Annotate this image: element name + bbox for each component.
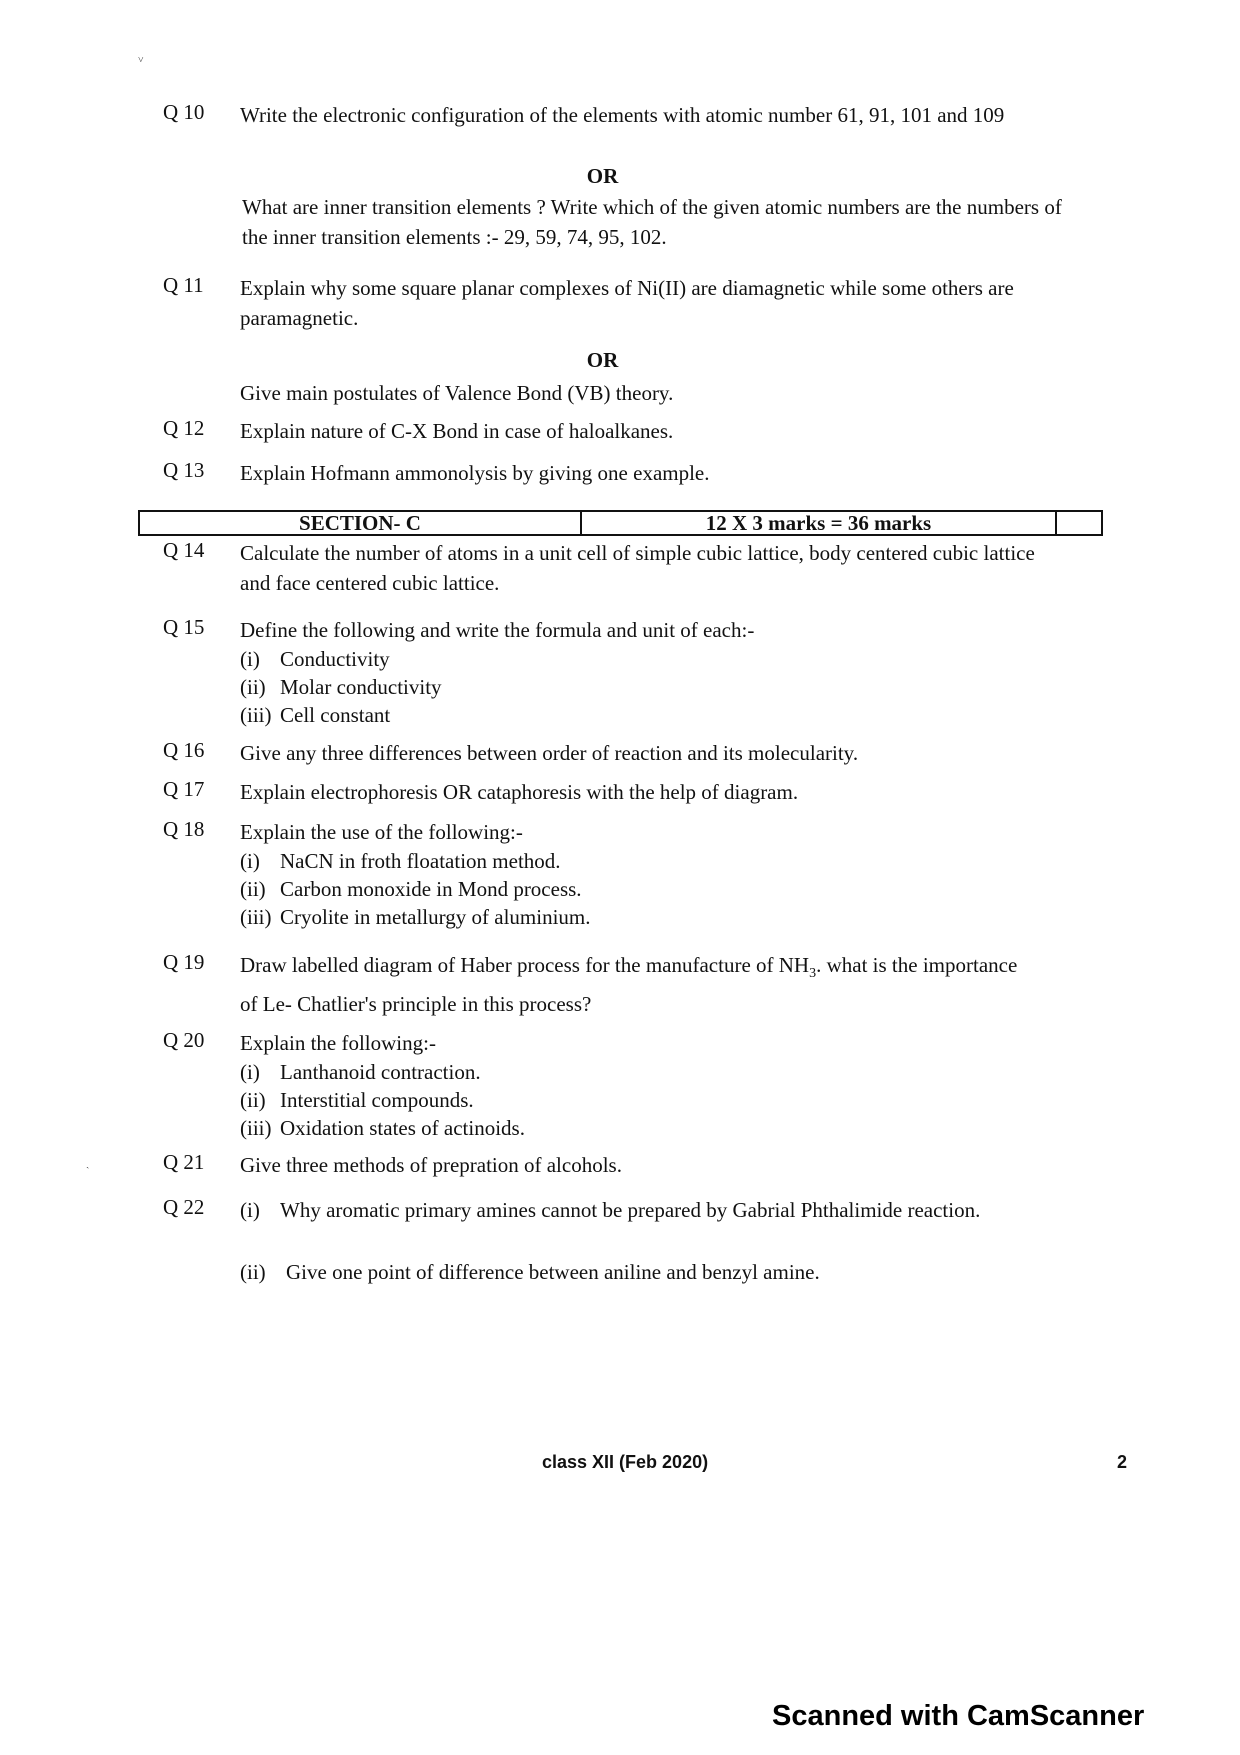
list-item <box>240 1058 1060 1086</box>
item-text: Oxidation states of actinoids. <box>280 1116 525 1140</box>
question-text: Write the electronic configuration of the elements with atomic number 61, 91, 101 and 109 <box>240 103 1005 127</box>
scanner-watermark: Scanned with CamScanner <box>772 1700 1145 1732</box>
question-text: Calculate the number of atoms in a unit cell of simple cubic lattice, body centered cubic lattice and face centered cubic lattice. <box>240 541 1035 595</box>
item-label: (i) <box>240 1060 260 1084</box>
question-part-1 <box>240 1195 1100 1225</box>
question-number: Q 15 <box>163 615 205 639</box>
question-number: Q 22 <box>163 1195 205 1219</box>
question-text: Explain Hofmann ammonolysis by giving one example. <box>240 461 710 485</box>
question-text: Give three methods of prepration of alcohols. <box>240 1153 622 1177</box>
item-text: Give one point of difference between aniline and benzyl amine. <box>286 1260 820 1284</box>
list-item <box>240 1114 1060 1142</box>
page-number: 2 <box>1117 1452 1128 1472</box>
question-text <box>240 950 1020 1019</box>
list-item <box>240 1086 1060 1114</box>
list-item <box>240 903 1060 931</box>
question-number: Q 10 <box>163 100 205 124</box>
list-item <box>240 645 1060 673</box>
item-label: (ii) <box>240 1260 266 1284</box>
scan-speck: ˅ <box>138 55 144 66</box>
footer-class-label: class XII (Feb 2020) <box>542 1452 709 1472</box>
question-number: Q 17 <box>163 777 205 801</box>
question-text <box>240 817 1060 931</box>
item-text: NaCN in froth floatation method. <box>280 849 561 873</box>
item-text: Conductivity <box>280 647 390 671</box>
question-stem: Explain the following:- <box>240 1031 436 1055</box>
question-number: Q 11 <box>163 273 204 297</box>
or-label: OR <box>586 164 619 188</box>
question-text: Give main postulates of Valence Bond (VB) theory. <box>240 381 674 405</box>
question-text: Explain nature of C-X Bond in case of haloalkanes. <box>240 419 674 443</box>
list-item <box>240 847 1060 875</box>
question-part-2 <box>240 1257 1100 1287</box>
question-text <box>240 615 1060 729</box>
item-label: (i) <box>240 647 260 671</box>
item-label: (iii) <box>240 905 272 929</box>
scan-speck: ˏ <box>86 1158 90 1169</box>
question-number: Q 19 <box>163 950 205 974</box>
question-number: Q 13 <box>163 458 205 482</box>
question-number: Q 18 <box>163 817 205 841</box>
item-label: (ii) <box>240 675 266 699</box>
question-text: Explain why some square planar complexes of Ni(II) are diamagnetic while some others are paramagnetic. <box>240 276 1014 330</box>
section-empty-cell <box>1057 512 1101 534</box>
section-header <box>138 510 1103 536</box>
item-text: Lanthanoid contraction. <box>280 1060 481 1084</box>
item-text: Cryolite in metallurgy of aluminium. <box>280 905 591 929</box>
item-label: (ii) <box>240 877 266 901</box>
question-number: Q 21 <box>163 1150 205 1174</box>
item-text: Why aromatic primary amines cannot be prepared by Gabrial Phthalimide reaction. <box>280 1198 981 1222</box>
or-label: OR <box>586 348 619 372</box>
question-stem: Define the following and write the formula and unit of each:- <box>240 618 755 642</box>
section-title: SECTION- C <box>140 512 582 534</box>
item-label: (iii) <box>240 1116 272 1140</box>
question-number: Q 16 <box>163 738 205 762</box>
question-text <box>240 1028 1060 1142</box>
item-text: Cell constant <box>280 703 391 727</box>
item-label: (i) <box>240 1198 260 1222</box>
section-marks: 12 X 3 marks = 36 marks <box>582 512 1057 534</box>
question-number: Q 12 <box>163 416 205 440</box>
question-number: Q 20 <box>163 1028 205 1052</box>
list-item <box>240 701 1060 729</box>
question-text-part: Draw labelled diagram of Haber process for the manufacture of NH <box>240 953 810 977</box>
item-text: Interstitial compounds. <box>280 1088 474 1112</box>
question-text: Explain electrophoresis OR cataphoresis with the help of diagram. <box>240 780 799 804</box>
item-label: (iii) <box>240 703 272 727</box>
subscript: 3 <box>809 966 817 982</box>
item-text: Molar conductivity <box>280 675 442 699</box>
item-label: (ii) <box>240 1088 266 1112</box>
item-label: (i) <box>240 849 260 873</box>
item-text: Carbon monoxide in Mond process. <box>280 877 582 901</box>
question-number: Q 14 <box>163 538 205 562</box>
list-item <box>240 673 1060 701</box>
list-item <box>240 875 1060 903</box>
question-stem: Explain the use of the following:- <box>240 820 523 844</box>
question-text-part: . what is the importance of Le- Chatlier's principle in this process? <box>240 953 1018 1017</box>
question-text: Give any three differences between order of reaction and its molecularity. <box>240 741 859 765</box>
question-text: What are inner transition elements ? Write which of the given atomic numbers are the numbers of the inner transition elements :- 29, 59, 74, 95, 102. <box>242 195 1062 249</box>
